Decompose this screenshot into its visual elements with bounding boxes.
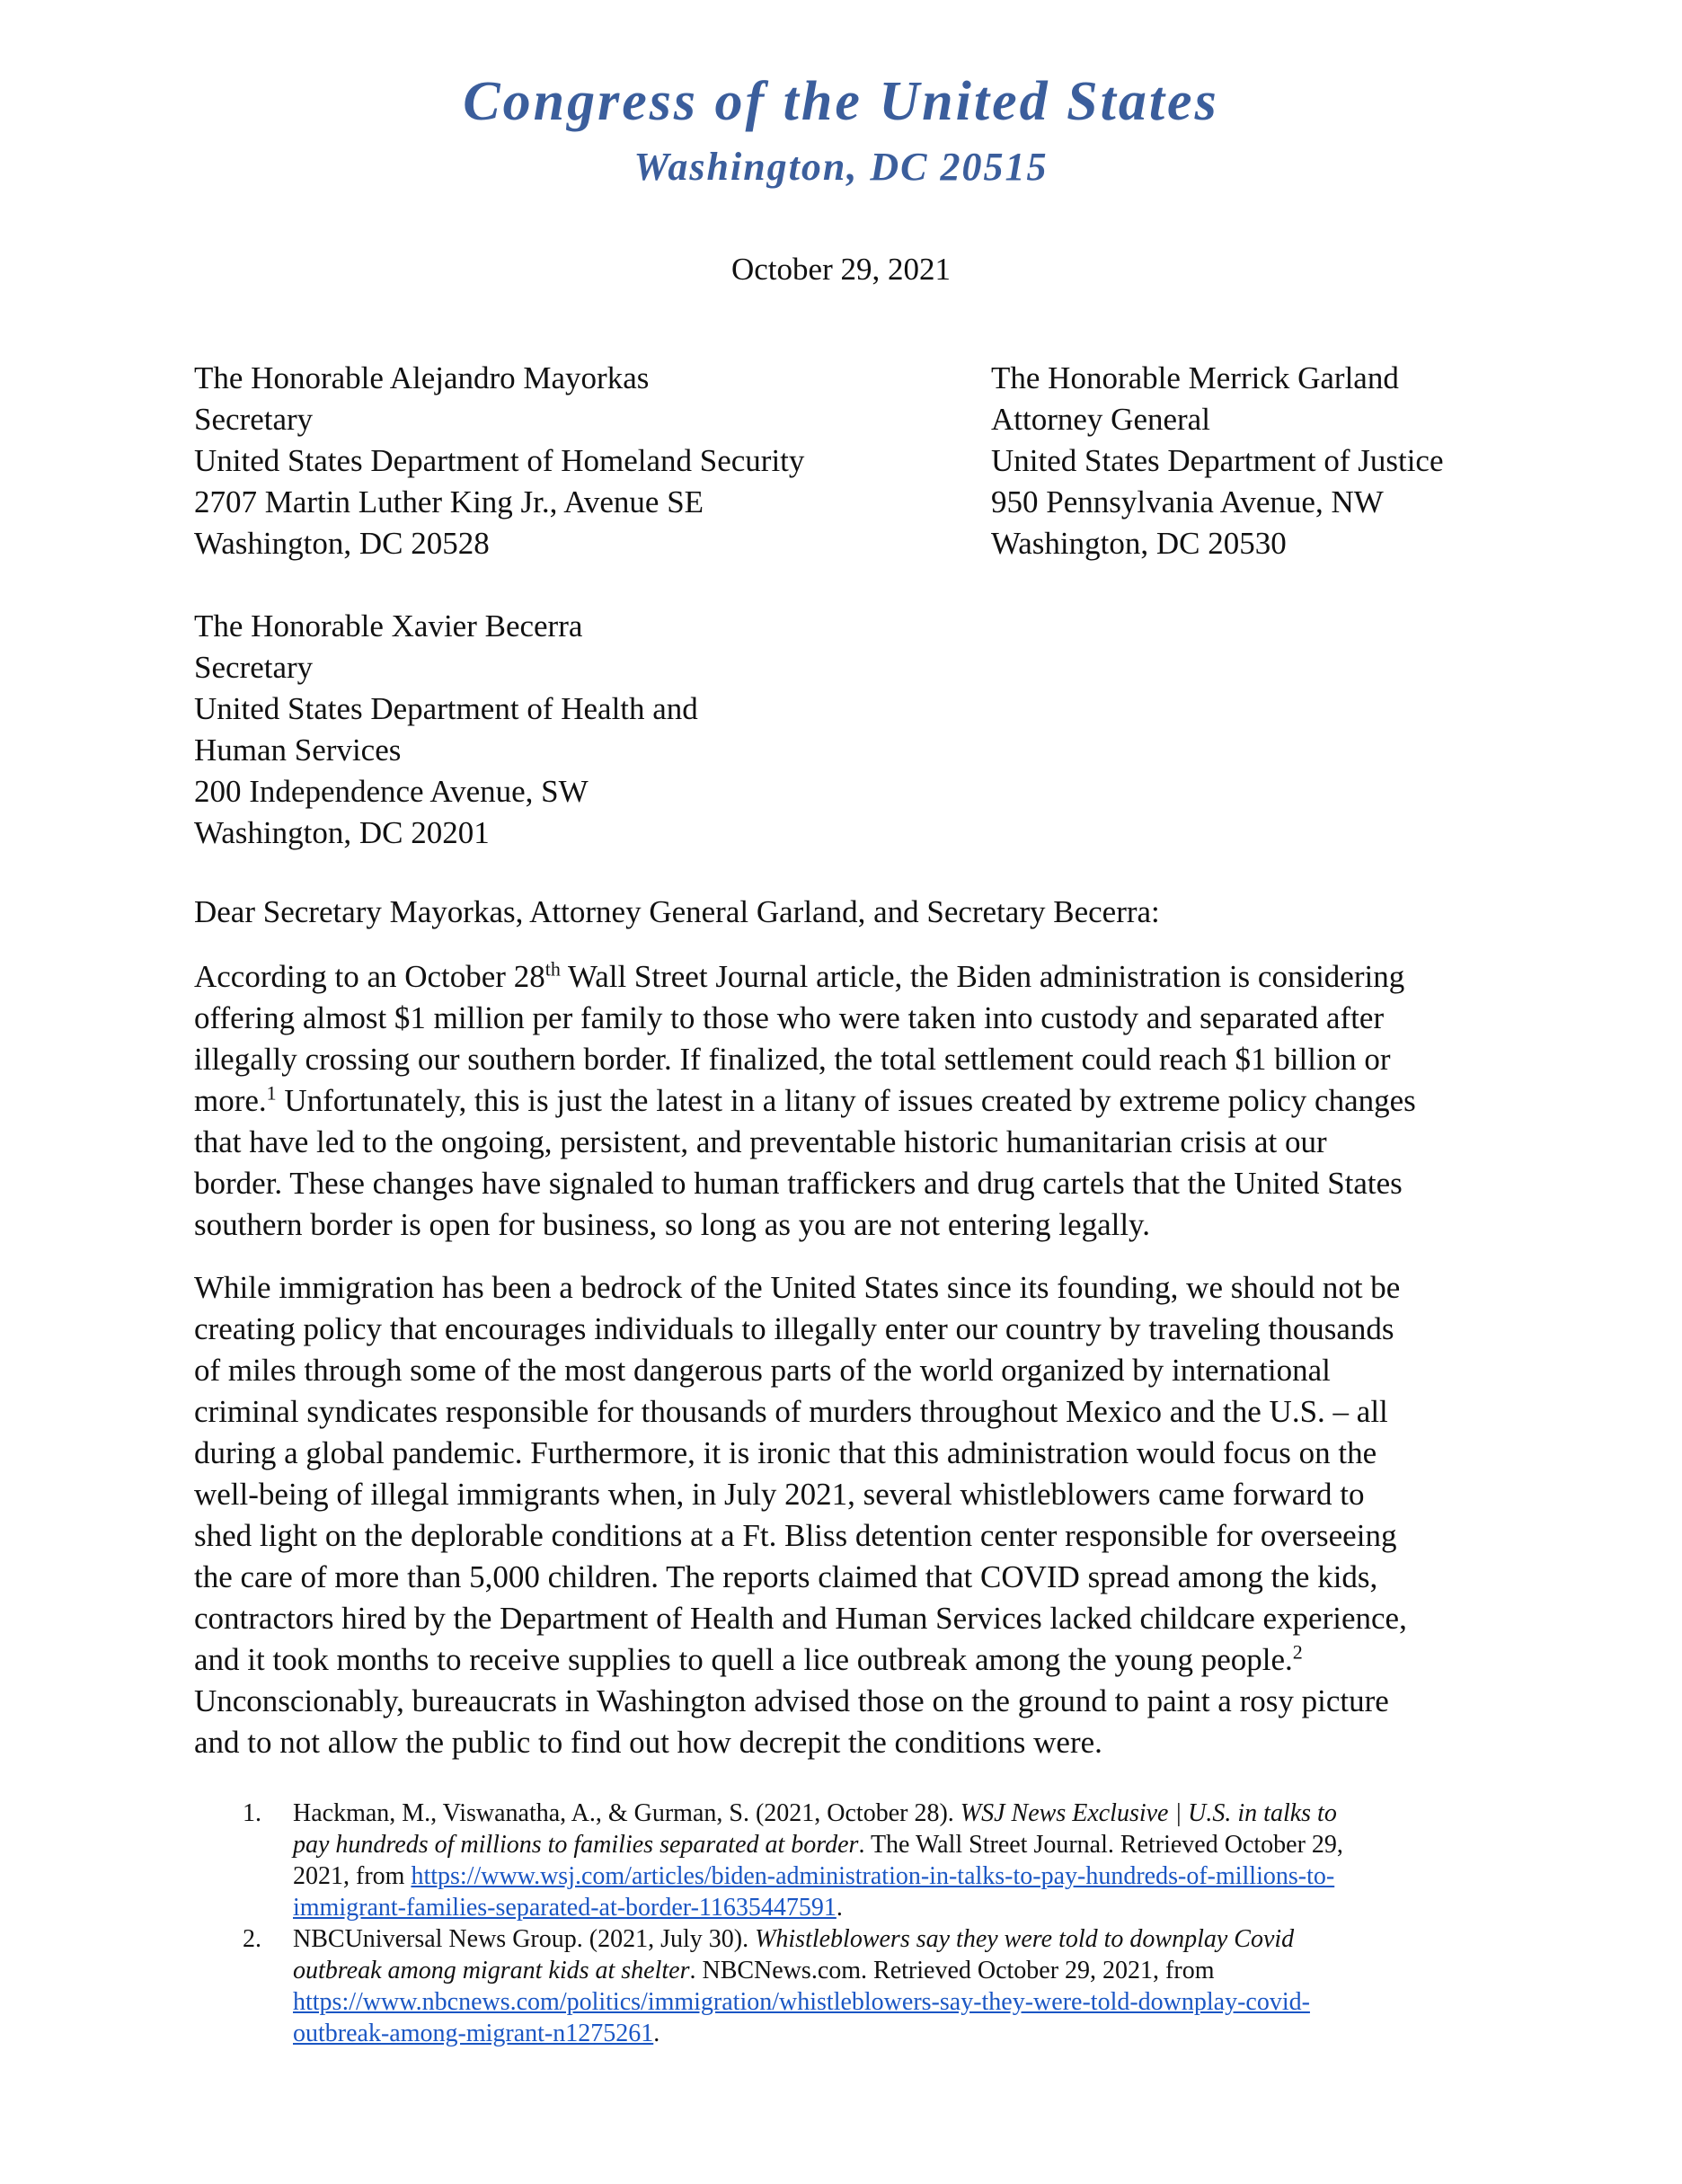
- paragraph-line: the care of more than 5,000 children. The reports claimed that COVID spread among the kids,: [194, 1559, 1378, 1594]
- paragraph-line: southern border is open for business, so long as you are not entering legally.: [194, 1207, 1151, 1242]
- paragraph-line: offering almost $1 million per family to those who were taken into custody and separated after: [194, 1000, 1385, 1035]
- paragraph-line: and it took months to receive supplies to quell a lice outbreak among the young people.$^2$: [194, 1640, 1303, 1677]
- address-line: 2707 Martin Luther King Jr., Avenue SE: [194, 484, 704, 519]
- nbc-article-link-cont[interactable]: outbreak-among-migrant-n1275261: [293, 2020, 654, 2047]
- paragraph-line: that have led to the ongoing, persistent, and preventable historic humanitarian crisis at our: [194, 1124, 1327, 1159]
- address-line: 200 Independence Avenue, SW: [194, 774, 589, 809]
- recipient-garland-address: [991, 358, 1443, 564]
- address-line: United States Department of Homeland Security: [194, 443, 805, 478]
- address-line: Washington, DC 20528: [194, 526, 490, 561]
- address-line: Secretary: [194, 650, 314, 685]
- letterhead-title: Congress of the United States: [463, 71, 1219, 132]
- letter-date: October 29, 2021: [731, 252, 951, 287]
- address-line: United States Department of Justice: [991, 443, 1444, 478]
- letterhead-subtitle: Washington, DC 20515: [633, 145, 1049, 189]
- address-line: Attorney General: [991, 402, 1210, 437]
- paragraph-line: Unconscionably, bureaucrats in Washington advised those on the ground to paint a rosy picture: [194, 1683, 1389, 1718]
- footnotes: [243, 1798, 1501, 2049]
- address-line: United States Department of Health and: [194, 691, 698, 726]
- paragraph-line: of miles through some of the most dangerous parts of the world organized by international: [194, 1353, 1331, 1388]
- footnote-ref-1: 1: [266, 1081, 277, 1105]
- footnote-2: 2. NBCUniversal News Group. (2021, July 30). Whistleblowers say they were told to downplay Covid outbreak among migrant kids at shelter. NBCNews.com. Retrieved October 29, 2021, from https://www.nbcnews.com/politics/immigration/whistleblowers-say-they-were-told-downplay-covid- outbreak-among-migrant-n1275261.: [243, 1925, 1310, 2047]
- paragraph-line: criminal syndicates responsible for thousands of murders throughout Mexico and the U.S. – all: [194, 1394, 1388, 1429]
- paragraph-line: during a global pandemic. Furthermore, it is ironic that this administration would focus on the: [194, 1435, 1377, 1470]
- paragraph-line: well-being of illegal immigrants when, in July 2021, several whistleblowers came forward to: [194, 1477, 1365, 1512]
- paragraph-line: While immigration has been a bedrock of the United States since its founding, we should not be: [194, 1270, 1401, 1305]
- wsj-article-link-cont[interactable]: immigrant-families-separated-at-border-11635447591: [293, 1894, 837, 1922]
- paragraph-line: shed light on the deplorable conditions at a Ft. Bliss detention center responsible for overseeing: [194, 1518, 1397, 1553]
- address-line: Human Services: [194, 732, 402, 768]
- address-line: Secretary: [194, 402, 314, 437]
- recipient-mayorkas-address: [194, 358, 804, 564]
- wsj-article-link[interactable]: https://www.wsj.com/articles/biden-administration-in-talks-to-pay-hundreds-of-millions-to-: [411, 1862, 1335, 1890]
- footnote-ref-2: 2: [1292, 1640, 1303, 1664]
- paragraph-line: creating policy that encourages individuals to illegally enter our country by traveling thousands: [194, 1311, 1394, 1346]
- footnote-1: 1. Hackman, M., Viswanatha, A., & Gurman, S. (2021, October 28). WSJ News Exclusive | U.S. in talks to pay hundreds of millions to families separated at border. The Wall Street Journal. Retrieved October 29, 2021, from https://www.wsj.com/articles/biden-administration-in-talks-to-pay-hundreds-of-millions-to- immigrant-families-separated-at-border-11635447591.: [243, 1799, 1343, 1922]
- paragraph-line: more.$^1$ Unfortunately, this is just the latest in a litany of issues created by extreme policy changes: [194, 1081, 1416, 1118]
- salutation: Dear Secretary Mayorkas, Attorney General Garland, and Secretary Becerra:: [194, 894, 1160, 929]
- paragraph-line: According to an October 28th Wall Street Journal article, the Biden administration is considering: [194, 957, 1405, 994]
- address-line: The Honorable Xavier Becerra: [194, 608, 583, 644]
- body-paragraph-2: [194, 1267, 1506, 1763]
- paragraph-line: illegally crossing our southern border. If finalized, the total settlement could reach $1 billion or: [194, 1042, 1391, 1077]
- nbc-article-link[interactable]: https://www.nbcnews.com/politics/immigration/whistleblowers-say-they-were-told-downplay-covid-: [293, 1988, 1310, 2016]
- address-line: 950 Pennsylvania Avenue, NW: [991, 484, 1384, 519]
- address-line: Washington, DC 20201: [194, 815, 490, 850]
- recipient-becerra-address: [194, 606, 698, 854]
- body-paragraph-1: [194, 956, 1506, 1246]
- paragraph-line: contractors hired by the Department of Health and Human Services lacked childcare experience,: [194, 1601, 1407, 1636]
- footnote-number: 1.: [243, 1799, 261, 1827]
- paragraph-line: border. These changes have signaled to human traffickers and drug cartels that the United States: [194, 1166, 1403, 1201]
- superscript: th: [544, 957, 561, 981]
- address-line: The Honorable Merrick Garland: [991, 360, 1399, 395]
- address-line: The Honorable Alejandro Mayorkas: [194, 360, 650, 395]
- address-line: Washington, DC 20530: [991, 526, 1287, 561]
- footnote-number: 2.: [243, 1925, 261, 1953]
- paragraph-line: and to not allow the public to find out how decrepit the conditions were.: [194, 1725, 1102, 1760]
